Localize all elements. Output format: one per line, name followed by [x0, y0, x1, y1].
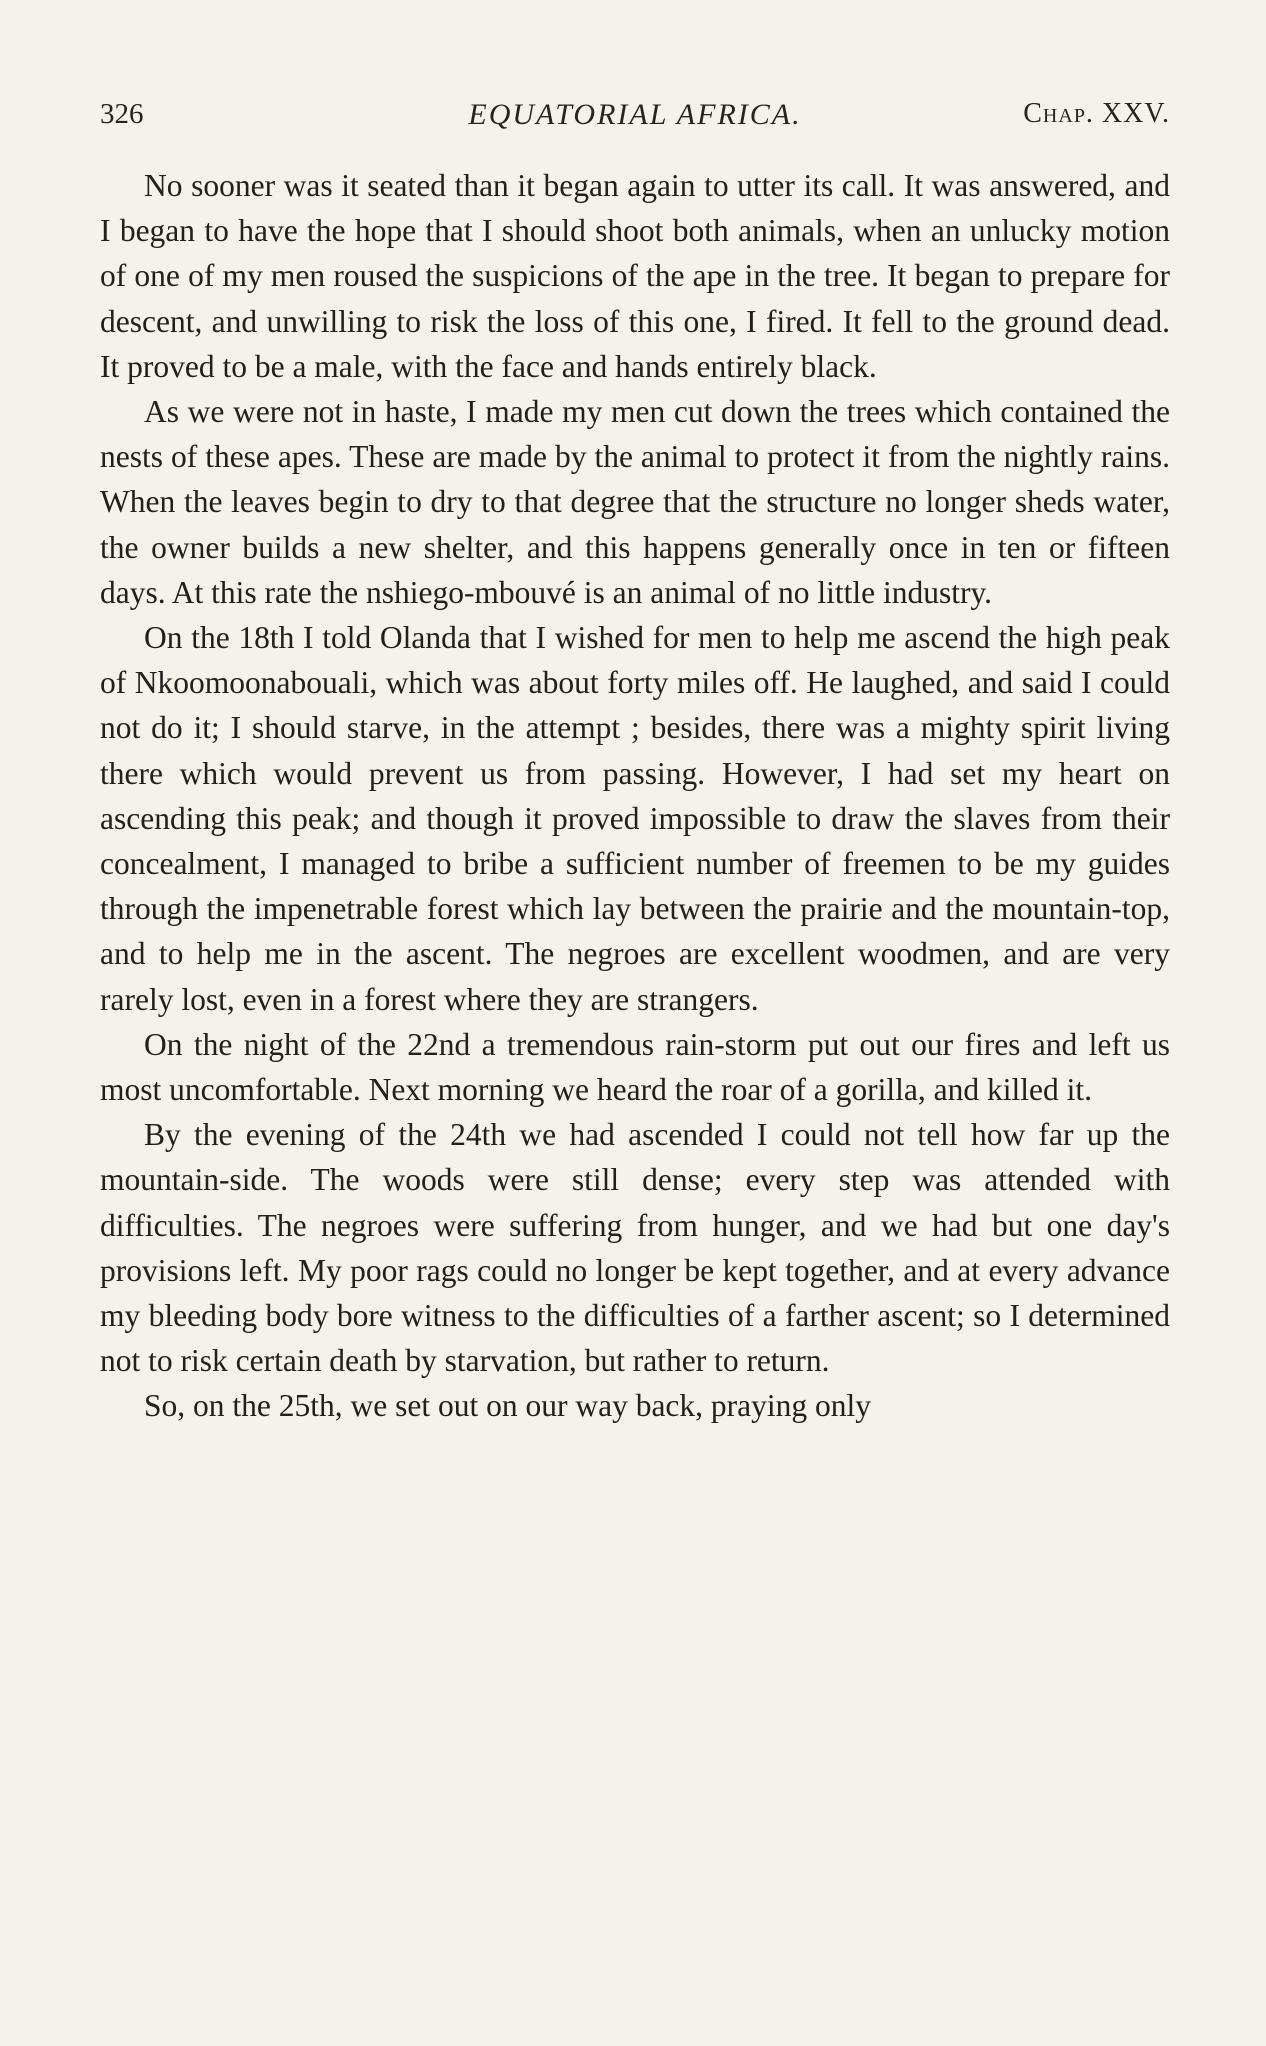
running-title: EQUATORIAL AFRICA. — [468, 98, 802, 131]
page-number: 326 — [100, 98, 144, 130]
paragraph: By the evening of the 24th we had ascended I could not tell how far up the mountain-side. The woods were still dense; every step was attended with difficulties. The negroes were suffering from hunger, and we had but one day's provisions left. My poor rags could no longer be kept together, and at every advance my bleeding body bore witness to the difficulties of a farther ascent; so I determined not to risk certain death by starvation, but rather to return. — [100, 1117, 1170, 1379]
paragraph: So, on the 25th, we set out on our way back, praying only — [144, 1388, 872, 1424]
paragraph: On the 18th I told Olanda that I wished for men to help me ascend the high peak of Nkoomoonabouali, which was about forty miles off. He laughed, and said I could not do it; I should starve, in the attempt ; besides, there was a mighty spirit living there which would prevent us from passing. However, I had set my heart on ascending this peak; and though it proved impossible to draw the slaves from their concealment, I managed to bribe a sufficient number of freemen to be my guides through the impenetrable forest which lay between the prairie and the mountain-top, and to help me in the ascent. The negroes are excellent woodmen, and are very rarely lost, even in a forest where they are strangers. — [100, 620, 1170, 1017]
paragraph: On the night of the 22nd a tremendous rain-storm put out our fires and left us most uncomfortable. Next morning we heard the roar of a gorilla, and killed it. — [100, 1026, 1170, 1108]
chapter-label: Chap. XXV. — [1023, 98, 1170, 129]
paragraph: No sooner was it seated than it began again to utter its call. It was answered, and I began to have the hope that I should shoot both animals, when an unlucky motion of one of my men roused the suspicions of the ape in the tree. It began to prepare for descent, and unwilling to risk the loss of this one, I fired. It fell to the ground dead. It proved to be a male, with the face and hands entirely black. — [100, 168, 1170, 384]
page-header — [100, 98, 1170, 138]
paragraph: As we were not in haste, I made my men cut down the trees which contained the nests of these apes. These are made by the animal to protect it from the nightly rains. When the leaves begin to dry to that degree that the structure no longer sheds water, the owner builds a new shelter, and this happens generally once in ten or fifteen days. At this rate the nshiego-mbouvé is an animal of no little industry. — [100, 394, 1170, 610]
body-text — [100, 163, 1170, 1429]
